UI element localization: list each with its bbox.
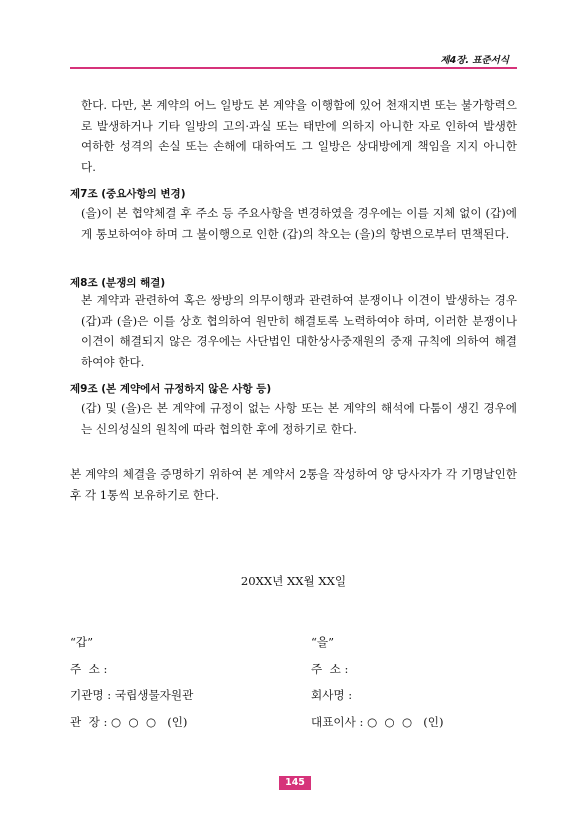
article-9-heading: 제9조 (본 계약에서 규정하지 않은 사항 등)	[70, 383, 272, 395]
party-a-head: 관 장 : ○ ○ ○ (인)	[70, 715, 188, 729]
page-header	[70, 50, 517, 72]
intro-paragraph: 한다. 다만, 본 계약의 어느 일방도 본 계약을 이행함에 있어 천재지변 또는 불가항력으로 발생하거나 기타 일방의 고의·과실 또는 태만에 의하지 아니한 자로 인하여 발생한 여하한 성격의 손실 또는 손해에 대하여도 그 일방은 상대방에게 책임을 지지 아니한다.	[81, 98, 517, 174]
article-7-heading: 제7조 (중요사항의 변경)	[70, 188, 186, 200]
party-b-address: 주 소 :	[311, 662, 349, 676]
closing-paragraph: 본 계약의 체결을 증명하기 위하여 본 계약서 2통을 작성하여 양 당사자가 각 기명날인한 후 각 1통씩 보유하기로 한다.	[70, 467, 517, 502]
party-a-address: 주 소 :	[70, 662, 108, 676]
party-a-org: 기관명 : 국립생물자원관	[70, 688, 194, 702]
article-7-body: (을)이 본 협약체결 후 주소 등 주요사항을 변경하였을 경우에는 이를 지체 없이 (갑)에게 통보하여야 하며 그 불이행으로 인한 (갑)의 착오는 (을)의 항변으로부터 면책된다.	[81, 206, 517, 241]
party-a-label: “갑”	[70, 635, 94, 649]
party-b-ceo: 대표이사 : ○ ○ ○ (인)	[311, 715, 444, 729]
contract-date: 20XX년 XX월 XX일	[240, 574, 347, 588]
page-number: 145	[279, 776, 311, 790]
party-b-company: 회사명 :	[311, 688, 353, 702]
header-divider	[70, 67, 517, 69]
article-8-body: 본 계약과 관련하여 혹은 쌍방의 의무이행과 관련하여 분쟁이나 이견이 발생하는 경우 (갑)과 (을)은 이를 상호 협의하여 원만히 해결토록 노력하여야 하며, 이러한 분쟁이나 이견이 해결되지 않은 경우에는 사단법인 대한상사중재원의 중재 규칙에 의하여 해결하여야 한다.	[81, 293, 517, 369]
party-b-label: “을”	[311, 635, 335, 649]
article-8-heading: 제8조 (분쟁의 해결)	[70, 277, 166, 289]
article-9-body: (갑) 및 (을)은 본 계약에 규정이 없는 사항 또는 본 계약의 해석에 다툼이 생긴 경우에는 신의성실의 원칙에 따라 협의한 후에 정하기로 한다.	[81, 401, 517, 436]
chapter-title: 제4장. 표준서식	[440, 55, 509, 66]
